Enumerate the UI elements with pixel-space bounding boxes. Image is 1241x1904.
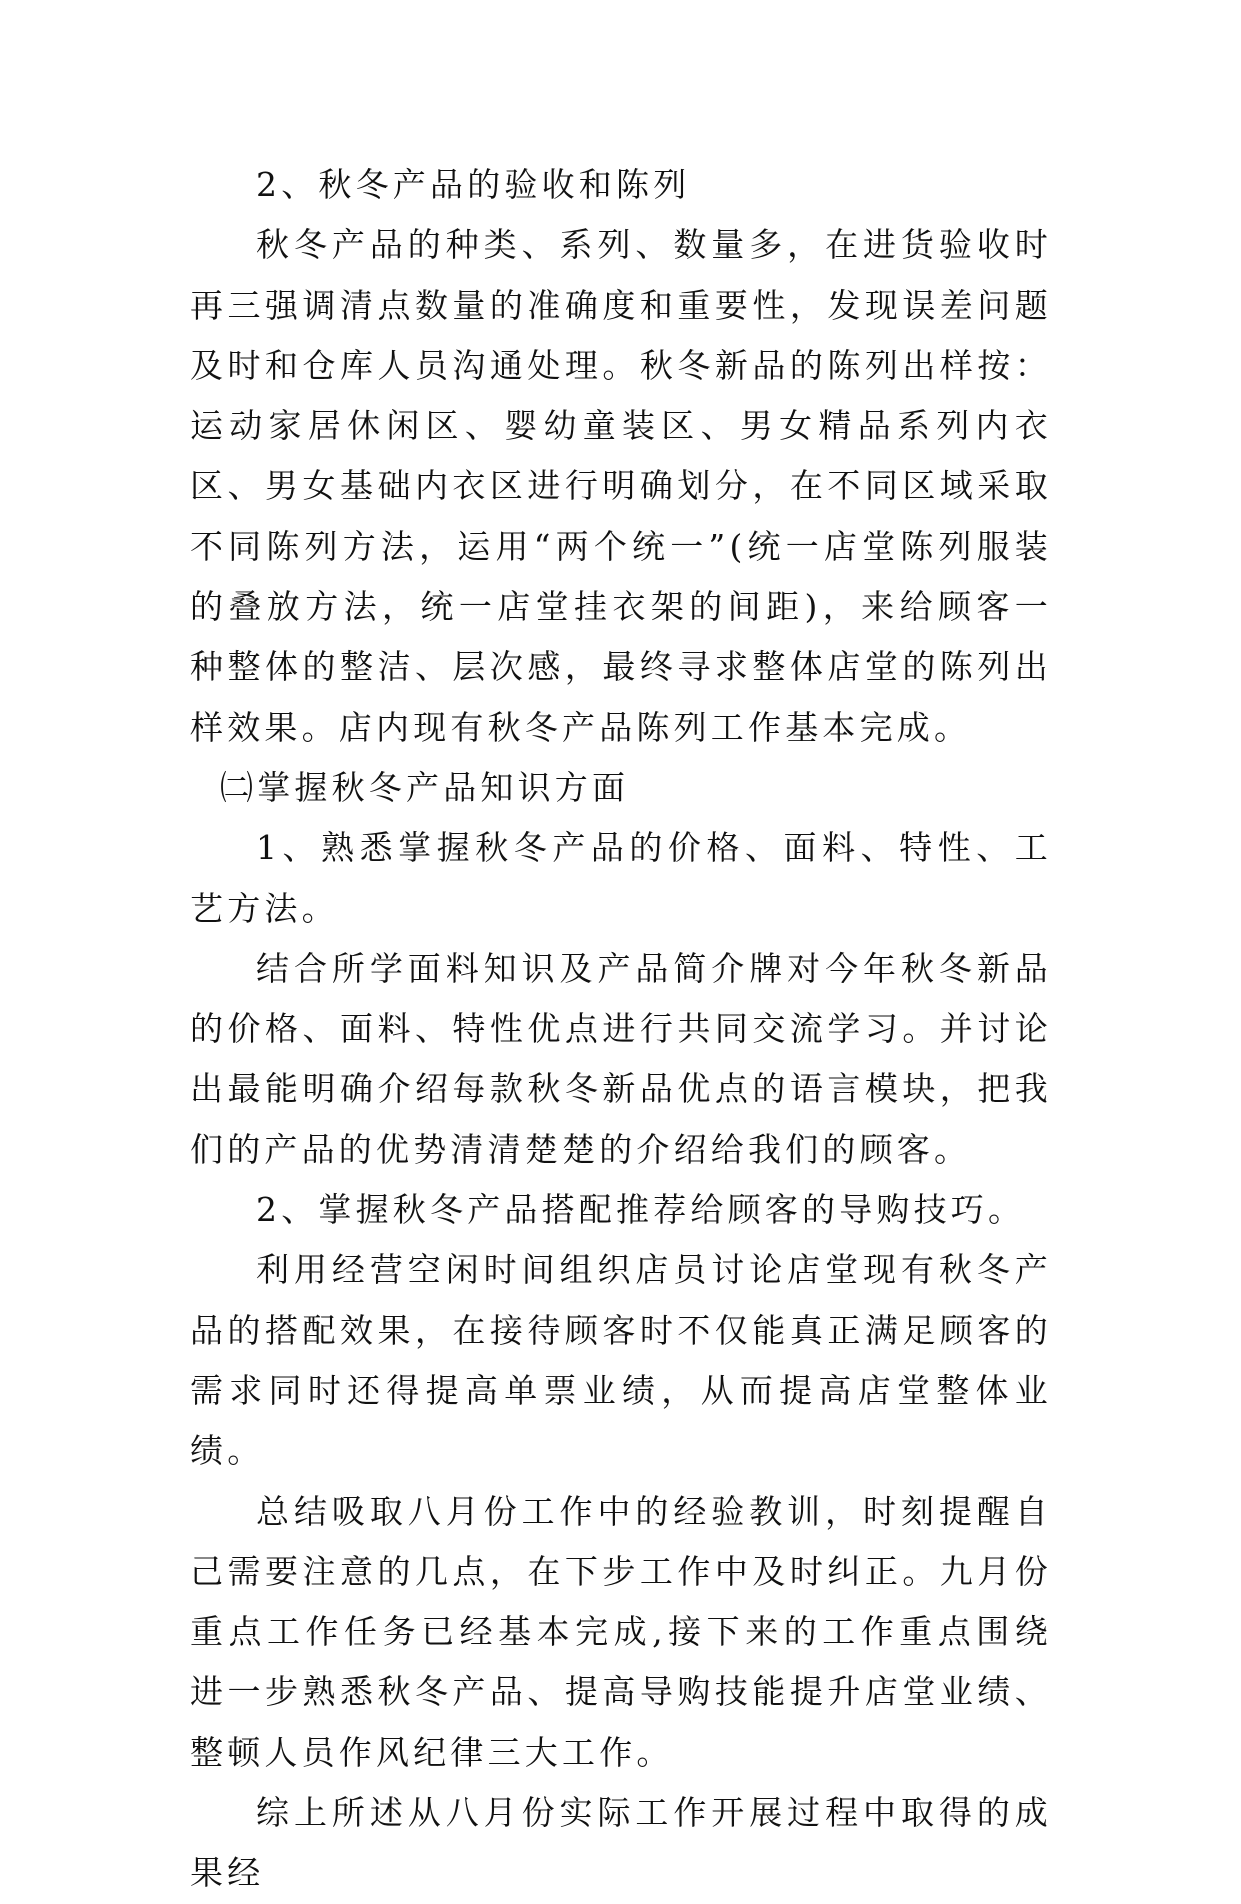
body-paragraph: 结合所学面料知识及产品简介牌对今年秋冬新品的价格、面料、特性优点进行共同交流学习。并讨论出最能明确介绍每款秋冬新品优点的语言模块，把我们的产品的优势清清楚楚的介绍给我们的顾客。: [190, 948, 1052, 1169]
body-paragraph: 总结吸取八月份工作中的经验教训，时刻提醒自己需要注意的几点，在下步工作中及时纠正。九月份重点工作任务已经基本完成,接下来的工作重点围绕进一步熟悉秋冬产品、提高导购技能提升店堂业绩、整顿人员作风纪律三大工作。: [190, 1491, 1052, 1772]
section-heading: 2、秋冬产品的验收和陈列: [256, 165, 691, 204]
section-heading: 1、熟悉掌握秋冬产品的价格、面料、特性、工艺方法。: [190, 828, 1052, 928]
body-paragraph: 秋冬产品的种类、系列、数量多，在进货验收时再三强调清点数量的准确度和重要性，发现误差问题及时和仓库人员沟通处理。秋冬新品的陈列出样按：运动家居休闲区、婴幼童装区、男女精品系列内衣区、男女基础内衣区进行明确划分，在不同区域采取不同陈列方法，运用“两个统一”(统一店堂陈列服装的叠放方法，统一店堂挂衣架的间距)，来给顾客一种整体的整洁、层次感，最终寻求整体店堂的陈列出样效果。店内现有秋冬产品陈列工作基本完成。: [190, 225, 1052, 747]
body-paragraph: 综上所述从八月份实际工作开展过程中取得的成果经: [190, 1793, 1052, 1893]
body-paragraph: 利用经营空闲时间组织店员讨论店堂现有秋冬产品的搭配效果，在接待顾客时不仅能真正满足顾客的需求同时还得提高单票业绩，从而提高店堂整体业绩。: [190, 1250, 1052, 1471]
section-heading: ㈡掌握秋冬产品知识方面: [220, 767, 630, 807]
section-heading: 2、掌握秋冬产品搭配推荐给顾客的导购技巧。: [256, 1190, 1026, 1230]
document-body: [190, 155, 1052, 1904]
